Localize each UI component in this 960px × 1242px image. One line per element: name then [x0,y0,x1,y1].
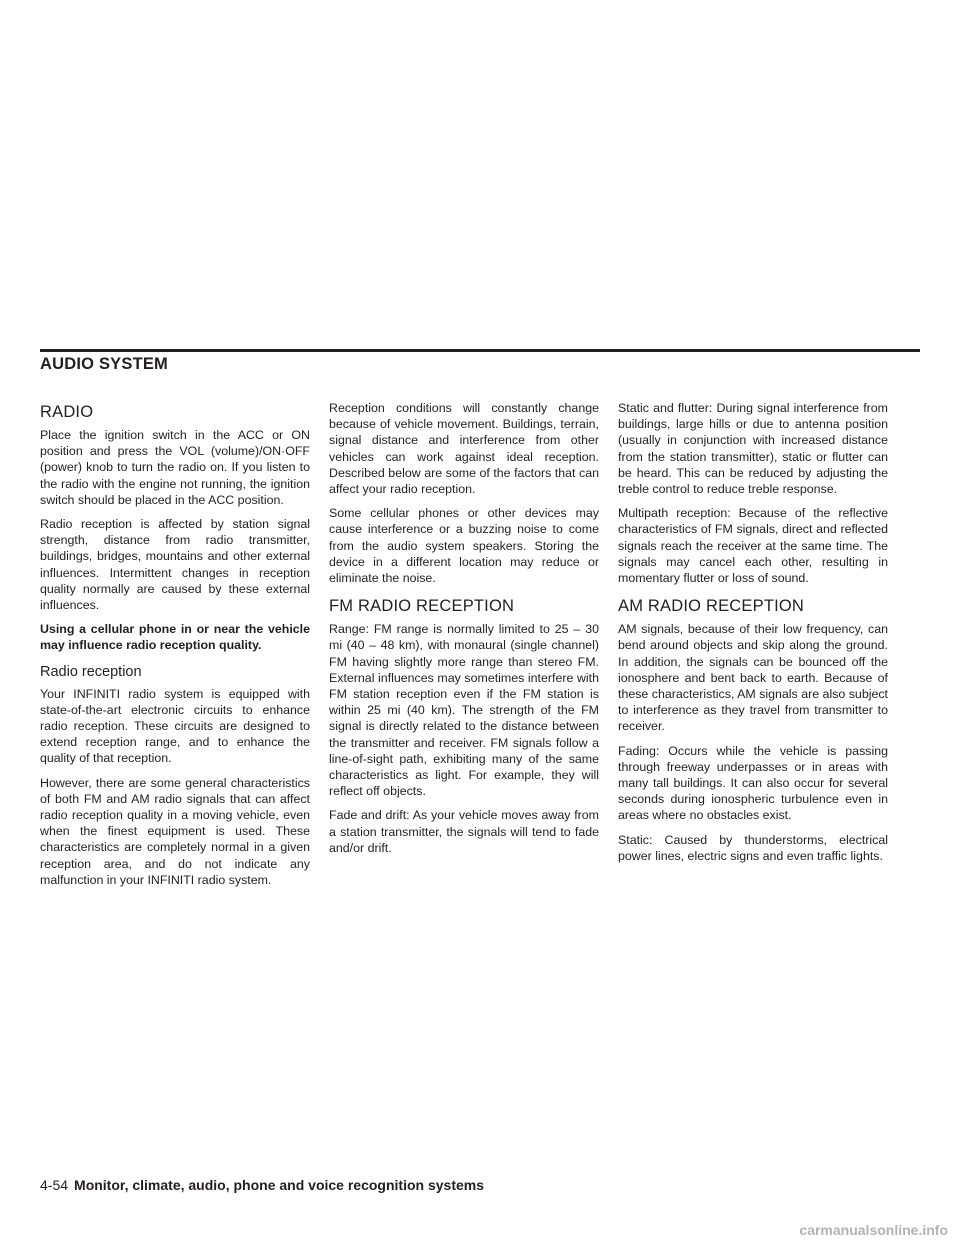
text-column-3 [618,400,888,872]
bold-note: Using a cellular phone in or near the vehicle may influence radio reception quality. [40,622,310,653]
paragraph: Multipath reception: Because of the reflective characteristics of FM signals, direct and reflected signals reach the receiver at the same time. The signals may cancel each other, resulting in momentary flutter or loss of sound. [618,506,888,586]
paragraph: AM signals, because of their low frequency, can bend around objects and skip along the ground. In addition, the signals can be bounced off the ionosphere and bent back to earth. Because of these characteristics, AM signals are also subject to interference as they travel from transmitter to receiver. [618,622,888,734]
subheading-radio-reception: Radio reception [40,663,142,680]
heading-fm-radio-reception: FM RADIO RECEPTION [329,597,515,616]
paragraph: Static and flutter: During signal interference from buildings, large hills or due to antenna position (usually in conjunction with increased distance from the station transmitter), static or flutter can be heard. This can be reduced by adjusting the treble control to reduce treble response. [618,401,888,497]
paragraph: Radio reception is affected by station signal strength, distance from radio transmitter, buildings, bridges, mountains and other external influences. Intermittent changes in reception quality normally are caused by these external influences. [40,517,310,613]
section-title: AUDIO SYSTEM [40,355,168,373]
paragraph: Static: Caused by thunderstorms, electrical power lines, electric signs and even traffic lights. [618,832,888,863]
paragraph: Place the ignition switch in the ACC or ON position and press the VOL (volume)/ON·OFF (power) knob to turn the radio on. If you listen to the radio with the engine not running, the ignition switch should be placed in the ACC position. [40,428,310,507]
section-header [40,349,920,374]
page-footer [40,1177,920,1193]
paragraph: Your INFINITI radio system is equipped with state-of-the-art electronic circuits to enhance radio reception. These circuits are designed to extend reception range, and to enhance the quality of that reception. [40,686,310,766]
heading-radio: RADIO [40,403,94,421]
heading-am-radio-reception: AM RADIO RECEPTION [618,597,805,616]
paragraph: Fade and drift: As your vehicle moves away from a station transmitter, the signals will tend to fade and/or drift. [329,808,599,855]
chapter-title: Monitor, climate, audio, phone and voice recognition systems [74,1177,484,1193]
text-column-2 [329,400,599,864]
paragraph: Some cellular phones or other devices may cause interference or a buzzing noise to come from the audio system speakers. Storing the device in a different location may reduce or eliminate the noise. [329,506,599,586]
paragraph: However, there are some general characteristics of both FM and AM radio signals that can affect radio reception quality in a moving vehicle, even when the finest equipment is used. These characteristics are completely normal in a given reception area, and do not indicate any malfunction in your INFINITI radio system. [40,775,310,887]
page-number: 4-54 [40,1177,69,1193]
text-column-1 [40,400,310,896]
paragraph: Range: FM range is normally limited to 25 – 30 mi (40 – 48 km), with monaural (single channel) FM having slightly more range than stereo FM. External influences may sometimes interfere with FM station reception even if the FM station is within 25 mi (40 km). The strength of the FM signal is directly related to the distance between the transmitter and receiver. FM signals follow a line-of-sight path, exhibiting many of the same characteristics as light. For example, they will reflect off objects. [329,622,599,799]
paragraph: Fading: Occurs while the vehicle is passing through freeway underpasses or in areas with many tall buildings. It can also occur for several seconds during ionospheric turbulence even in areas where no obstacles exist. [618,743,888,823]
paragraph: Reception conditions will constantly change because of vehicle movement. Buildings, terrain, signal distance and interference from other vehicles can work against ideal reception. Described below are some of the factors that can affect your radio reception. [329,401,599,497]
watermark: carmanualsonline.info [799,1222,948,1238]
